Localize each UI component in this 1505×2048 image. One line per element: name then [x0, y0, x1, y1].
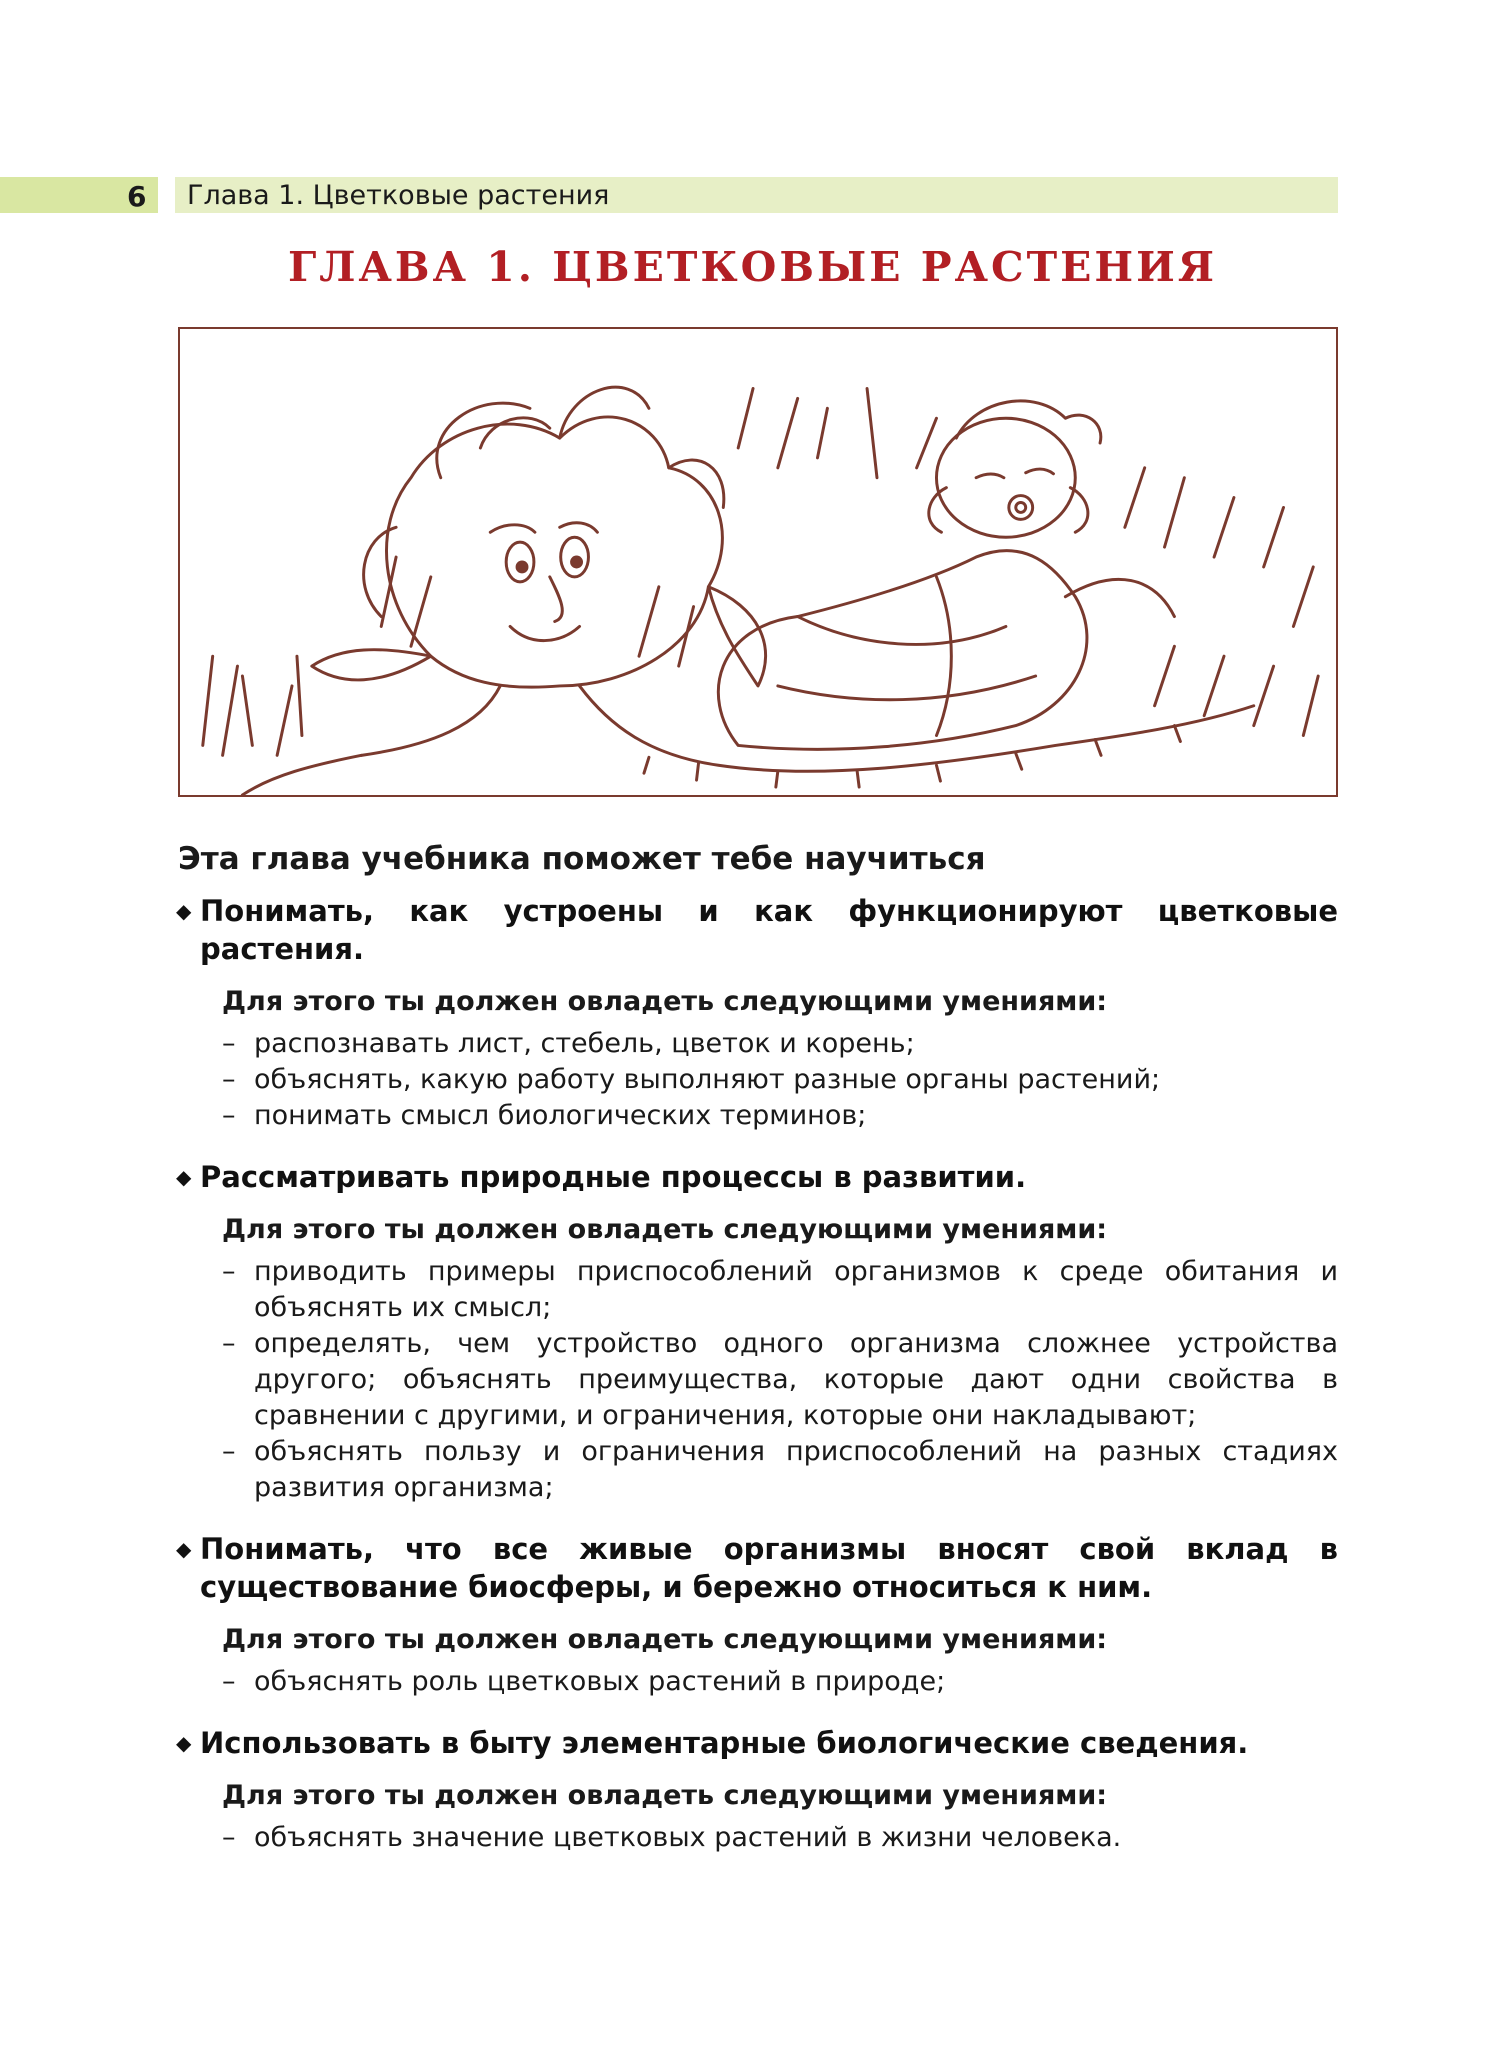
goal-block	[178, 1530, 1338, 1700]
goal-block	[178, 892, 1338, 1134]
diamond-bullet-icon: ◆	[176, 1165, 192, 1189]
page-number: 6	[127, 180, 147, 213]
skill-item	[222, 1062, 1338, 1098]
dash-bullet: –	[222, 1666, 236, 1697]
dash-bullet: –	[222, 1436, 236, 1467]
goal-title-text: Рассматривать природные процессы в развитии.	[200, 1160, 1027, 1194]
skill-item	[222, 1254, 1338, 1326]
skill-text: определять, чем устройство одного организма сложнее устройства другого; объяснять преимущества, которые дают одни свойства в сравнении с другими, и ограничения, которые они накладывают;	[254, 1328, 1338, 1431]
diamond-bullet-icon: ◆	[176, 899, 192, 923]
skill-text: объяснять роль цветковых растений в природе;	[254, 1666, 946, 1697]
skill-text: объяснять пользу и ограничения приспособлений на разных стадиях развития организма;	[254, 1436, 1338, 1503]
goal-title-text: Использовать в быту элементарные биологические сведения.	[200, 1726, 1249, 1760]
skills-heading: Для этого ты должен овладеть следующими умениями:	[222, 1780, 1108, 1811]
dash-bullet: –	[222, 1328, 236, 1359]
skill-text: распознавать лист, стебель, цветок и корень;	[254, 1028, 915, 1059]
skill-item	[222, 1026, 1338, 1062]
chapter-title: ГЛАВА 1. ЦВЕТКОВЫЕ РАСТЕНИЯ	[287, 243, 1218, 291]
dash-bullet: –	[222, 1256, 236, 1287]
skill-item	[222, 1098, 1338, 1134]
dash-bullet: –	[222, 1064, 236, 1095]
chapter-illustration	[178, 327, 1338, 797]
skill-text: приводить примеры приспособлений организмов к среде обитания и объяснять их смысл;	[254, 1256, 1338, 1323]
skill-text: объяснять, какую работу выполняют разные органы растений;	[254, 1064, 1161, 1095]
intro-heading: Эта глава учебника поможет тебе научиться	[178, 841, 986, 877]
skill-item	[222, 1434, 1338, 1506]
skill-text: объяснять значение цветковых растений в жизни человека.	[254, 1822, 1122, 1853]
dash-bullet: –	[222, 1100, 236, 1131]
skill-item	[222, 1820, 1338, 1856]
running-head: Глава 1. Цветковые растения	[187, 180, 610, 211]
goal-title	[176, 1724, 1338, 1762]
goal-block	[178, 1724, 1338, 1856]
flower-and-baby-drawing	[180, 329, 1336, 795]
skill-item	[222, 1326, 1338, 1434]
diamond-bullet-icon: ◆	[176, 1731, 192, 1755]
goal-block	[178, 1158, 1338, 1506]
goal-title	[176, 892, 1338, 968]
skill-text: понимать смысл биологических терминов;	[254, 1100, 867, 1131]
dash-bullet: –	[222, 1822, 236, 1853]
header-band-right	[175, 177, 1338, 213]
chapter-goals	[178, 838, 1338, 1880]
header-band-left	[0, 177, 158, 213]
skill-item	[222, 1664, 1338, 1700]
goal-title-text: Понимать, что все живые организмы вносят свой вклад в существование биосферы, и бережно относиться к ним.	[200, 1532, 1338, 1604]
skills-heading: Для этого ты должен овладеть следующими умениями:	[222, 986, 1108, 1017]
diamond-bullet-icon: ◆	[176, 1537, 192, 1561]
skills-heading: Для этого ты должен овладеть следующими умениями:	[222, 1624, 1108, 1655]
running-header	[0, 177, 1338, 213]
goal-title-text: Понимать, как устроены и как функционируют цветковые растения.	[200, 894, 1338, 966]
dash-bullet: –	[222, 1028, 236, 1059]
goal-title	[176, 1158, 1338, 1196]
goal-title	[176, 1530, 1338, 1606]
skills-heading: Для этого ты должен овладеть следующими умениями:	[222, 1214, 1108, 1245]
